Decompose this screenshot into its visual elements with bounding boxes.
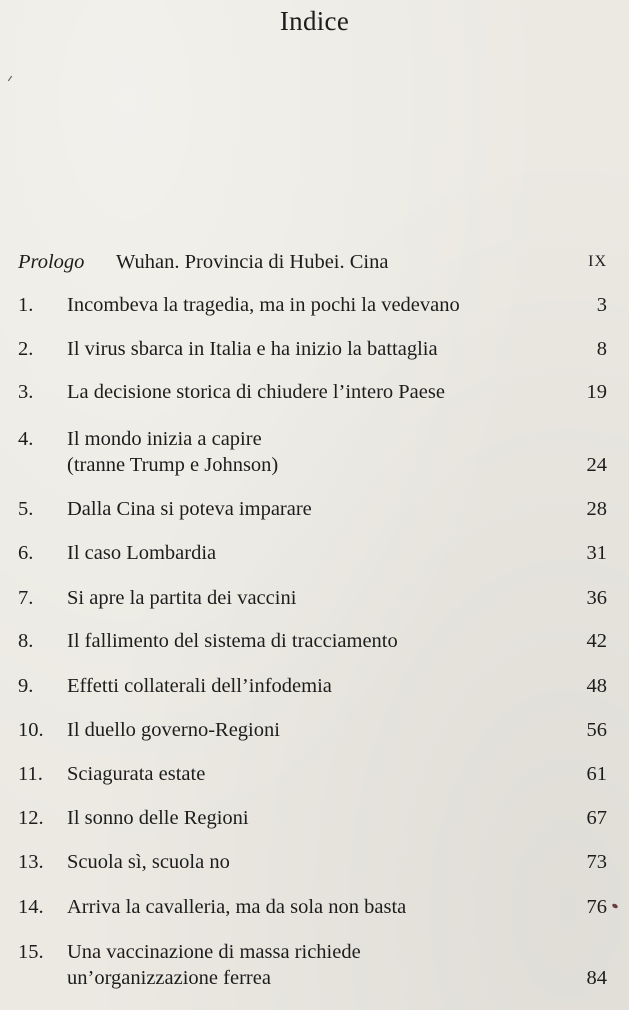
chapter-page: 19 [586, 381, 607, 403]
chapter-number: 5. [18, 498, 34, 520]
chapter-page: 36 [586, 587, 607, 609]
chapter-number: 1. [18, 294, 34, 316]
chapter-title: Sciagurata estate [67, 763, 206, 785]
chapter-page: 76 [586, 896, 607, 918]
chapter-page: 31 [586, 542, 607, 564]
chapter-page: 61 [586, 763, 607, 785]
chapter-number: 2. [18, 338, 34, 360]
prologue-title: Wuhan. Provincia di Hubei. Cina [116, 251, 389, 273]
chapter-page: 56 [586, 719, 607, 741]
chapter-number: 9. [18, 675, 34, 697]
chapter-page: 42 [586, 630, 607, 652]
chapter-title: Il fallimento del sistema di tracciamento [67, 630, 398, 652]
chapter-number: 8. [18, 630, 34, 652]
chapter-page: 48 [586, 675, 607, 697]
chapter-page: 28 [586, 498, 607, 520]
chapter-number: 3. [18, 381, 34, 403]
prologue-page: IX [588, 253, 607, 270]
ink-mark [611, 903, 618, 909]
chapter-title: La decisione storica di chiudere l’intero Paese [67, 381, 445, 403]
chapter-title: Arriva la cavalleria, ma da sola non basta [67, 896, 407, 918]
chapter-page: 73 [586, 851, 607, 873]
chapter-title: Il sonno delle Regioni [67, 807, 249, 829]
chapter-title-line2: (tranne Trump e Johnson) [67, 454, 279, 476]
chapter-page: 67 [586, 807, 607, 829]
chapter-number: 12. [18, 807, 44, 829]
chapter-title: Scuola sì, scuola no [67, 851, 230, 873]
chapter-title-line2: un’organizzazione ferrea [67, 967, 271, 989]
chapter-number: 13. [18, 851, 44, 873]
chapter-title: Incombeva la tragedia, ma in pochi la vedevano [67, 294, 460, 316]
chapter-page: 84 [586, 967, 607, 989]
chapter-title: Il caso Lombardia [67, 542, 217, 564]
chapter-title: Il duello governo-Regioni [67, 719, 280, 741]
chapter-number: 6. [18, 542, 34, 564]
chapter-number: 14. [18, 896, 44, 918]
chapter-page: 24 [586, 454, 607, 476]
chapter-number: 15. [18, 941, 44, 963]
chapter-number: 4. [18, 428, 34, 450]
chapter-number: 10. [18, 719, 44, 741]
chapter-number: 7. [18, 587, 34, 609]
chapter-title: Il virus sbarca in Italia e ha inizio la battaglia [67, 338, 438, 360]
chapter-title: Una vaccinazione di massa richiede [67, 941, 361, 963]
chapter-page: 8 [596, 338, 607, 360]
page-title: Indice [279, 6, 350, 36]
chapter-number: 11. [18, 763, 43, 785]
chapter-title: Effetti collaterali dell’infodemia [67, 675, 332, 697]
chapter-page: 3 [596, 294, 607, 316]
chapter-title: Dalla Cina si poteva imparare [67, 498, 312, 520]
bleed-through-text [360, 0, 629, 250]
prologue-label: Prologo [18, 251, 85, 273]
pen-mark [8, 76, 12, 81]
chapter-title: Il mondo inizia a capire [67, 428, 262, 450]
chapter-title: Si apre la partita dei vaccini [67, 587, 297, 609]
